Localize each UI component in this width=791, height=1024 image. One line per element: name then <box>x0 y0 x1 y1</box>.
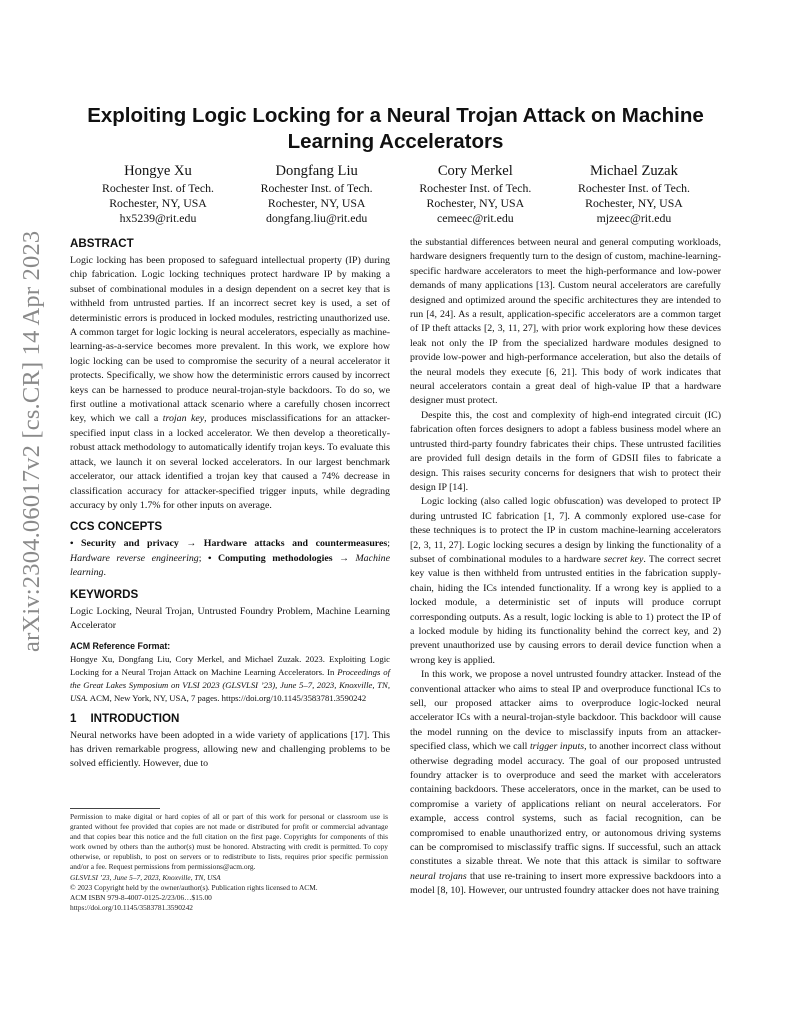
author-email[interactable]: mjzeec@rit.edu <box>596 211 672 225</box>
ccs-concept: Machine learning <box>70 552 391 579</box>
abstract-text-part: , produces misclassifications for an attacker-specified input class in a locked accelerator. We then develop a theoretically-robust attack methodology to automatically identify trojan keys. To evaluate this attack, we launch it on several locked accelerators. In our largest benchmark accelerator, our attack identified a trojan key that caused a 74% decrease in classification accuracy for attacker-specified trigger inputs, while degrading accuracy by only 1.7% for other inputs on average. <box>70 413 390 511</box>
paragraph-part: In this work, we propose a novel untrusted foundry attacker. Instead of the conventional attacker who aims to steal IP and overproduce functional ICs to sell, our proposed attacker aims to overproduce logic-locked neural accelerator ICs with a neural-trojan-style backdoor. This backdoor will cause the model running on the device to misclassify inputs from an attacker-specified class, which we call <box>410 669 721 753</box>
author <box>396 162 554 228</box>
author-block <box>79 162 713 228</box>
paper-title: Exploiting Logic Locking for a Neural Trojan Attack on Machine Learning Accelerators <box>87 104 704 153</box>
trojan-key-term: trojan key <box>162 413 205 425</box>
author-affiliation: Rochester Inst. of Tech. <box>260 181 373 195</box>
footnote-divider <box>70 808 160 809</box>
ccs-concepts <box>70 537 390 580</box>
acm-reference-part: ACM, New York, NY, USA, 7 pages. https://doi.org/10.1145/3583781.3590242 <box>88 692 367 703</box>
author-name: Michael Zuzak <box>590 163 678 179</box>
paragraph-part: that use re-training to insert more expressive backdoors into a model [8, 10]. However, our untrusted foundry attacker does not have training <box>410 870 721 897</box>
author-location: Rochester, NY, USA <box>267 196 366 210</box>
author-affiliation: Rochester Inst. of Tech. <box>419 181 532 195</box>
doi-link[interactable]: https://doi.org/10.1145/3583781.3590242 <box>70 902 193 912</box>
author-email[interactable]: dongfang.liu@rit.edu <box>266 211 368 225</box>
ccs-separator: ; <box>387 538 390 550</box>
author-affiliation: Rochester Inst. of Tech. <box>577 181 690 195</box>
paragraph-part: Logic locking (also called logic obfuscation) was developed to protect IP during untrusted IC fabrication [1, 7]. A commonly explored use-case for these techniques is to protect the IP in custom machine-learning accelerators [2, 3, 11, 27]. Logic locking secures a design by linking the functionality of a subset of combinational modules to a hardware <box>410 496 721 565</box>
section-title: INTRODUCTION <box>90 711 180 725</box>
introduction-paragraph <box>410 495 721 668</box>
introduction-text-left: Neural networks have been adopted in a wide variety of applications [17]. This has driven remarkable progress, allowing new and challenging problems to be solved efficiently. However, due to <box>70 729 390 770</box>
author-email[interactable]: hx5239@rit.edu <box>119 211 197 225</box>
ccs-separator: ; <box>198 552 208 564</box>
author <box>79 162 237 228</box>
author-name: Hongye Xu <box>124 163 192 179</box>
introduction-paragraph: Despite this, the cost and complexity of high-end integrated circuit (IC) fabrication often forces designers to adopt a fabless business model where an untrusted third-party foundry fabricates their chips. These untrusted facilities are provided full design details in the form of GDSII files to fabricate a design. This raises security concerns for designers that wish to protect their design IP [14]. <box>410 409 721 493</box>
acm-reference-heading: ACM Reference Format: <box>70 641 171 652</box>
ccs-end: . <box>103 567 106 579</box>
isbn-line: ACM ISBN 979-8-4007-0125-2/23/06…$15.00 <box>70 892 212 902</box>
introduction-paragraph <box>410 668 721 899</box>
neural-trojans-term: neural trojans <box>410 870 467 882</box>
author-name: Cory Merkel <box>437 163 513 179</box>
introduction-paragraph: the substantial differences between neural and general computing workloads, hardware designers frequently turn to the design of custom, machine-learning-specific hardware accelerators to meet the high-performance and low-power demands of many applications [13]. Custom neural accelerators are carefully designed and optimized around the specific architectures they are intended to run [4, 24]. As a result, application-specific accelerators are a common target of IP theft attacks [2, 3, 11, 27], with prior work exploring how these devices leak not only the IP from the specialized hardware modules designed to provide low-power and high-performance acceleration, but also the details of the neural models they execute [6, 21]. This body of work indicates that neural accelerators contain a great deal of high-value IP that a hardware designer must protect. <box>410 237 721 407</box>
author-name: Dongfang Liu <box>275 163 358 179</box>
author-location: Rochester, NY, USA <box>585 196 683 210</box>
abstract-text-part: Logic locking has been proposed to safeguard intellectual property (IP) during chip fabrication. Logic locking techniques protect hardware IP by making a subset of combinational modules in a design dependent on a secret key that is withheld from untrusted parties. If an incorrect secret key is used, a set of deterministic errors is produced in locked modules, restricting unauthorized use. A common target for logic locking is neural accelerators, especially as machine-learning-as-a-service becomes more prevalent. In this work, we explore how logic locking can be used to compromise the security of a neural accelerator it protects. Specifically, we show how the deterministic errors caused by incorrect keys can be harnessed to produce neural-trojan-style backdoors. To do so, we first outline a motivational attack scenario where a carefully chosen incorrect key, which we call a <box>70 255 390 425</box>
acm-reference-venue: Proceedings of the Great Lakes Symposium on VLSI 2023 (GLSVLSI ’23), June 5–7, 2023, Knoxville, TN, USA. <box>70 667 391 703</box>
ccs-concept: Hardware reverse engineering <box>70 552 199 564</box>
author-location: Rochester, NY, USA <box>426 196 525 210</box>
abstract-text <box>70 254 390 513</box>
secret-key-term: secret key <box>603 553 644 565</box>
abstract-heading: ABSTRACT <box>70 237 134 250</box>
copyright-line: © 2023 Copyright held by the owner/author(s). Publication rights licensed to ACM. <box>70 882 318 892</box>
section-number: 1 <box>70 711 77 725</box>
paragraph-part: , to another incorrect class without otherwise degrading model accuracy. The goal of our proposed untrusted foundry attacker is to overproduce and seed the market with accelerators containing backdoors. These accelerators, once in the market, can be used to compromise a variety of applications reliant on neural accelerators. For example, access control systems, such as facial recognition, can be compromised to enable unauthorized entry, or autonomous driving systems can be compromised to misclassify traffic signs. If successful, such an attack constitutes a sizable threat. We note that this attack is similar to software <box>410 741 722 868</box>
conference-info: GLSVLSI ’23, June 5–7, 2023, Knoxville, TN, USA <box>70 872 221 882</box>
author-email[interactable]: cemeec@rit.edu <box>436 211 514 225</box>
right-column <box>410 236 721 899</box>
permission-notice: Permission to make digital or hard copies of all or part of this work for personal or classroom use is granted without fee provided that copies are not made or distributed for profit or commercial advantage and that copies bear this notice and the full citation on the first page. Copyrights for components of this work owned by others than the author(s) must be honored. Abstracting with credit is permitted. To copy otherwise, or republish, to post on servers or to redistribute to lists, requires prior specific permission and/or a fee. Request permissions from permissions@acm.org. <box>70 812 388 872</box>
keywords-text: Logic Locking, Neural Trojan, Untrusted Foundry Problem, Machine Learning Accelerator <box>70 605 390 631</box>
author <box>555 162 713 228</box>
acm-reference-text <box>70 653 390 704</box>
author-location: Rochester, NY, USA <box>109 196 207 210</box>
arxiv-identifier[interactable]: arXiv:2304.06017v2 [cs.CR] 14 Apr 2023 <box>18 230 45 652</box>
trigger-inputs-term: trigger inputs <box>529 741 585 753</box>
ccs-arrow: → <box>332 552 356 564</box>
author <box>238 162 396 228</box>
ccs-concept: • Computing methodologies <box>208 552 333 564</box>
copyright-footnote <box>70 812 388 913</box>
keywords-heading: KEYWORDS <box>70 587 139 601</box>
introduction-heading <box>70 711 390 726</box>
acm-reference-part: Hongye Xu, Dongfang Liu, Cory Merkel, and Michael Zuzak. 2023. Exploiting Logic Locking for a Neural Trojan Attack on Machine Learning Accelerators. In <box>70 654 390 678</box>
ccs-heading: CCS CONCEPTS <box>70 520 163 534</box>
paragraph-part: . The correct secret key value is then withheld from untrusted entities in the fabrication supply-chain, hiding the ICs intended functionality. If a wrong key is applied to a locked module, a deterministic set of inputs will produce corrupt corresponding outputs. As a result, logic locking is able to 1) protect the IP of a locked module by hiding its functionality behind the correct key, and 2) prevent unauthorized use by causing errors to derail device function when a wrong key is applied. <box>410 553 721 666</box>
left-column <box>70 236 390 772</box>
ccs-concept: • Security and privacy → Hardware attacks and countermeasures <box>70 538 388 550</box>
author-affiliation: Rochester Inst. of Tech. <box>102 181 214 195</box>
